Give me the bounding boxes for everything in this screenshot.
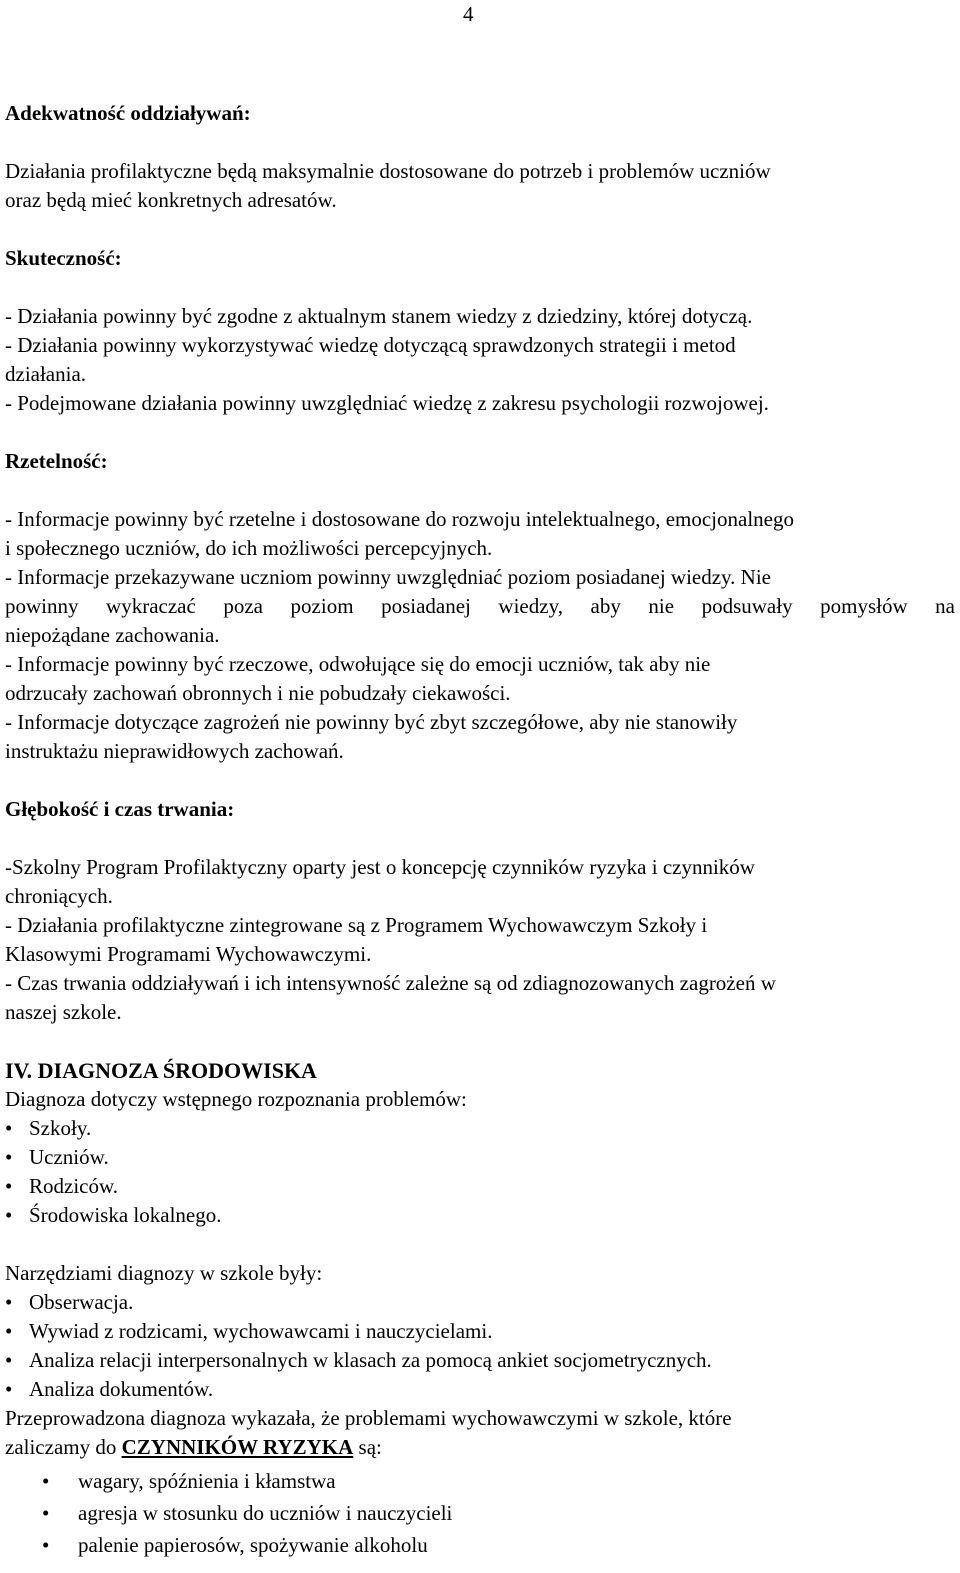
text-line: - Informacje powinny być rzeczowe, odwołujące się do emocji uczniów, tak aby nie — [5, 652, 711, 676]
risk-factors-emphasis: CZYNNIKÓW RYZYKA — [121, 1435, 354, 1459]
text-line: - Informacje powinny być rzetelne i dostosowane do rozwoju intelektualnego, emocjonalnego — [5, 507, 794, 531]
text-line: - Działania profilaktyczne zintegrowane są z Programem Wychowawczym Szkoły i — [5, 913, 708, 937]
result-text-line2 — [5, 1433, 955, 1462]
list-item: • agresja w stosunku do uczniów i nauczycieli — [5, 1497, 955, 1529]
list-item: • Rodziców. — [5, 1172, 955, 1201]
heading-adekwatnosc: Adekwatność oddziaływań: — [5, 101, 251, 125]
document-body — [5, 99, 955, 1561]
text-line: powinny wykraczać poza poziom posiadanej wiedzy, aby nie podsuwały pomysłów na — [5, 594, 955, 618]
text-line: naszej szkole. — [5, 1000, 122, 1024]
text-line: Działania profilaktyczne będą maksymalnie dostosowane do potrzeb i problemów uczniów — [5, 159, 771, 183]
text-line: - Informacje przekazywane uczniom powinny uwzględniać poziom posiadanej wiedzy. Nie — [5, 565, 772, 589]
diagnoza-intro: Diagnoza dotyczy wstępnego rozpoznania problemów: — [5, 1087, 467, 1111]
text-line: - Działania powinny być zgodne z aktualnym stanem wiedzy z dziedziny, której dotyczą. — [5, 304, 753, 328]
diagnoza-areas-list — [5, 1114, 955, 1230]
diagnoza-tools-list — [5, 1288, 955, 1404]
list-item: • wagary, spóźnienia i kłamstwa — [5, 1465, 955, 1497]
risk-factors-list — [5, 1465, 955, 1561]
text-line: instruktażu nieprawidłowych zachowań. — [5, 739, 344, 763]
list-item: • Obserwacja. — [5, 1288, 955, 1317]
text-line: działania. — [5, 362, 87, 386]
text-line: niepożądane zachowania. — [5, 623, 220, 647]
text-line: - Podejmowane działania powinny uwzględniać wiedzę z zakresu psychologii rozwojowej. — [5, 391, 769, 415]
section-title-diagnoza: IV. DIAGNOZA ŚRODOWISKA — [5, 1058, 317, 1083]
page-number: 4 — [463, 2, 474, 26]
text-line: odrzucały zachowań obronnych i nie pobudzały ciekawości. — [5, 681, 511, 705]
list-item: • Wywiad z rodzicami, wychowawcami i nauczycielami. — [5, 1317, 955, 1346]
text-line: -Szkolny Program Profilaktyczny oparty jest o koncepcję czynników ryzyka i czynników — [5, 855, 755, 879]
text-line: oraz będą mieć konkretnych adresatów. — [5, 188, 337, 212]
text-line: - Informacje dotyczące zagrożeń nie powinny być zbyt szczegółowe, aby nie stanowiły — [5, 710, 738, 734]
text-line: i społecznego uczniów, do ich możliwości percepcyjnych. — [5, 536, 493, 560]
list-item: • Środowiska lokalnego. — [5, 1201, 955, 1230]
tools-intro: Narzędziami diagnozy w szkole były: — [5, 1261, 323, 1285]
list-item: • Uczniów. — [5, 1143, 955, 1172]
list-item: • Analiza dokumentów. — [5, 1375, 955, 1404]
result-text-pre: zaliczamy do — [5, 1435, 122, 1459]
text-line: - Działania powinny wykorzystywać wiedzę dotyczącą sprawdzonych strategii i metod — [5, 333, 736, 357]
heading-skutecznosc: Skuteczność: — [5, 246, 122, 270]
text-line: - Czas trwania oddziaływań i ich intensywność zależne są od zdiagnozowanych zagrożeń w — [5, 971, 776, 995]
heading-glebokosc: Głębokość i czas trwania: — [5, 797, 235, 821]
list-item: • Szkoły. — [5, 1114, 955, 1143]
list-item: • palenie papierosów, spożywanie alkoholu — [5, 1529, 955, 1561]
heading-rzetelnosc: Rzetelność: — [5, 449, 108, 473]
text-line: chroniących. — [5, 884, 113, 908]
result-text-line1: Przeprowadzona diagnoza wykazała, że problemami wychowawczymi w szkole, które — [5, 1406, 732, 1430]
list-item: • Analiza relacji interpersonalnych w klasach za pomocą ankiet socjometrycznych. — [5, 1346, 955, 1375]
result-text-post: są: — [353, 1435, 382, 1459]
text-line: Klasowymi Programami Wychowawczymi. — [5, 942, 372, 966]
